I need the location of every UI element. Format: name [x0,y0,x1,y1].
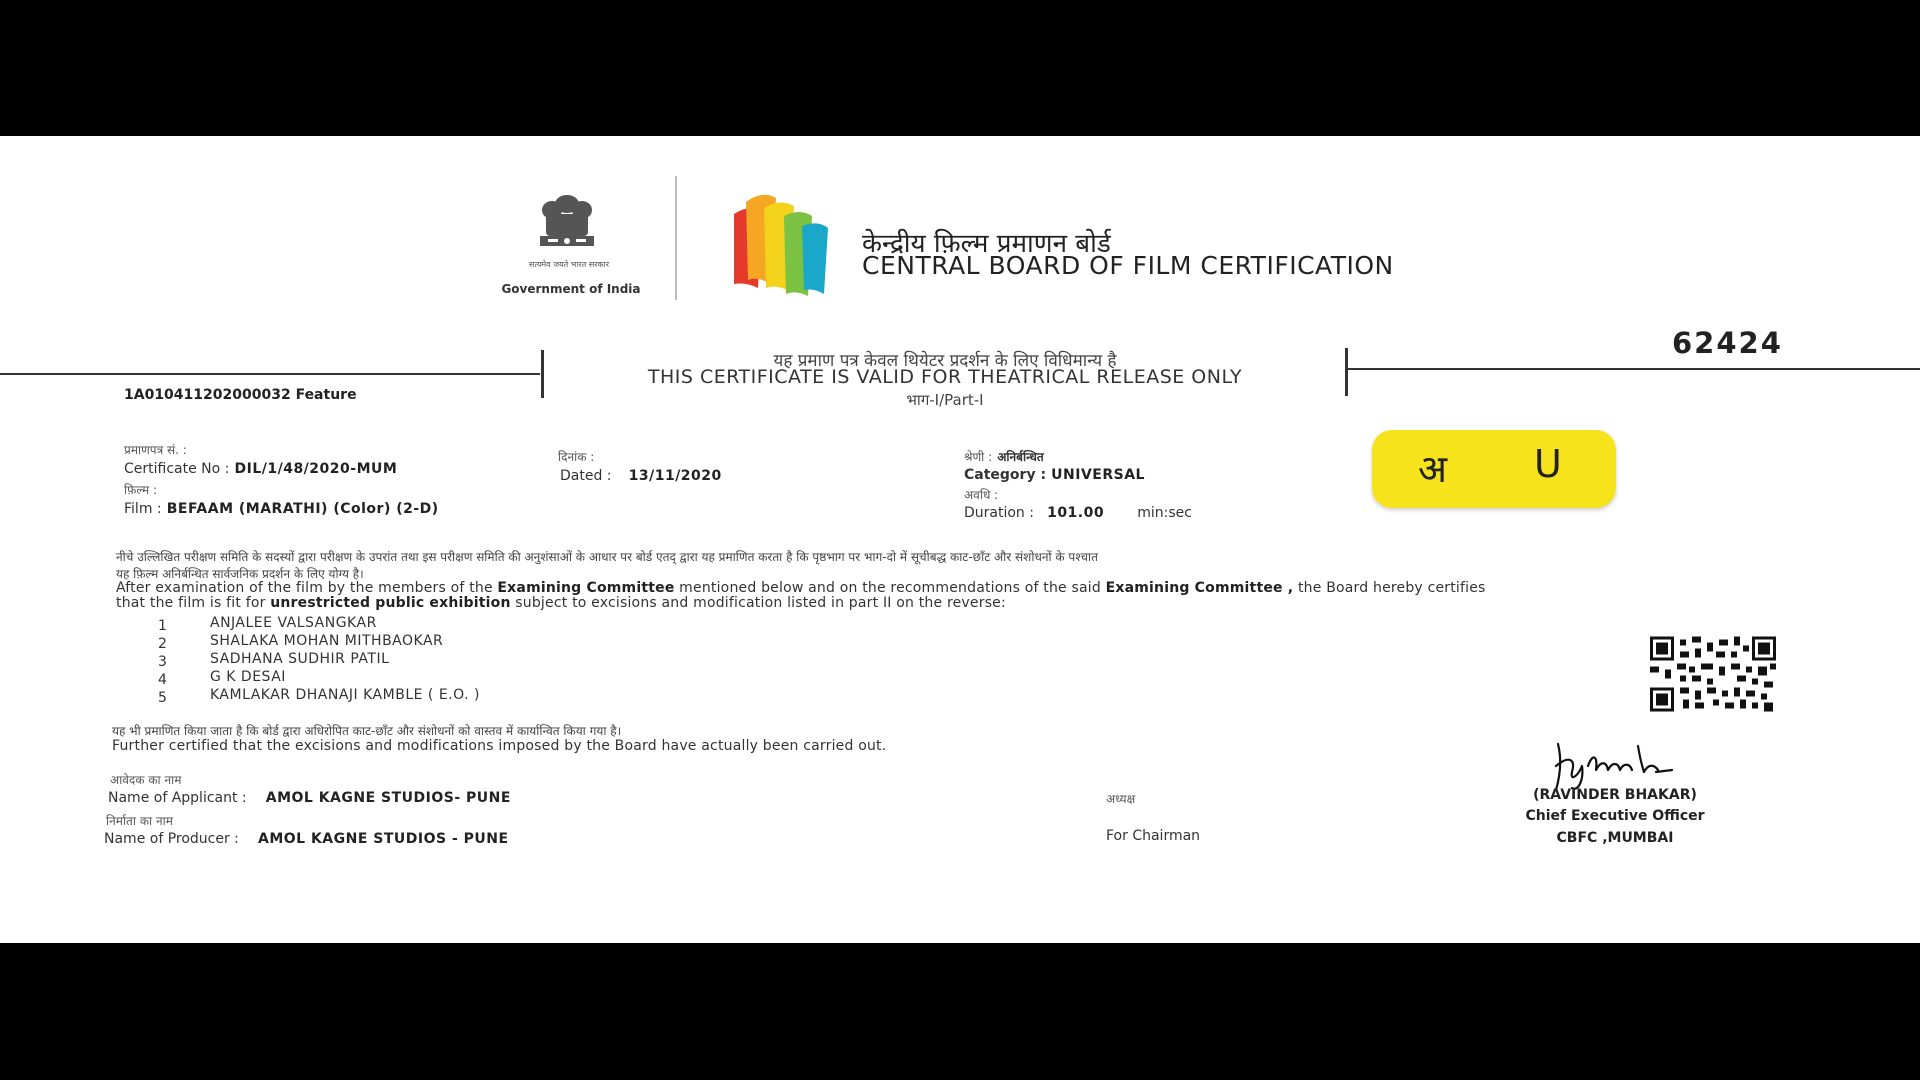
applicant-label-hindi: आवेदक का नाम [110,773,182,787]
member-number: 1 [158,618,167,634]
producer-label: Name of Producer : [104,831,239,847]
member-row [158,651,390,670]
qr-code-icon [1650,636,1776,712]
date-row [560,465,722,484]
category-label: Category : [964,467,1047,483]
category-row [964,464,1145,483]
producer-row [104,828,509,847]
member-number: 5 [158,690,167,706]
body-english-line-2: that the film is fit for unrestricted public exhibition subject to excisions and modification listed in part II on the reverse: [116,595,1006,611]
date-value: 13/11/2020 [628,468,722,484]
member-number: 2 [158,636,167,652]
applicant-row [108,787,511,806]
part-label: भाग-I/Part-I [906,391,984,409]
film-row [124,498,439,517]
date-label-hindi: दिनांक : [558,450,595,464]
right-rule [1348,368,1920,370]
category-hindi-row [964,446,1044,465]
member-name: G K DESAI [210,669,286,685]
body-hindi-line-1: नीचे उल्लिखित परीक्षण समिति के सदस्यों द्वारा परीक्षण के उपरांत तथा इस परीक्षण समिति की अनुशंसाओं के आधार पर बोर्ड एतद् द्वारा यह प्रमाणित करता है कि पृष्ठभाग पर भाग-दो में सूचीबद्ध काट-छाँट और संशोधनों के पश्चात [116,550,1098,564]
government-caption: Government of India [501,282,641,296]
member-number: 3 [158,654,167,670]
cert-no-label-hindi: प्रमाणपत्र सं. : [124,443,187,457]
signatory-office: CBFC ,MUMBAI [1556,830,1674,846]
body-english-line-1: After examination of the film by the members of the Examining Committee mentioned below and on the recommendations of the said Examining Committee , the Board hereby certifies [116,580,1486,596]
body-hindi-line-2: यह फ़िल्म अनिर्बन्धित सार्वजनिक प्रदर्शन के लिए योग्य है। [116,567,364,581]
certificate-code: 1A010411202000032 Feature [124,387,357,403]
cert-no-label: Certificate No : [124,461,230,477]
duration-label-hindi: अवधि : [964,488,999,502]
duration-unit: min:sec [1137,505,1192,521]
category-label-hindi: श्रेणी : [964,450,993,464]
member-row [158,615,377,634]
duration-row [964,502,1192,521]
duration-label: Duration : [964,505,1034,521]
rating-badge [1372,430,1616,508]
emblem-motto: सत्यमेव जयते भारत सरकार [528,260,610,269]
certificate [0,136,1920,943]
rating-english: U [1534,442,1562,486]
producer-label-hindi: निर्माता का नाम [106,814,173,828]
left-rule [0,373,540,375]
chairman-label: For Chairman [1106,828,1201,844]
chairman-label-hindi: अध्यक्ष [1106,792,1136,806]
further-hindi: यह भी प्रमाणित किया जाता है कि बोर्ड द्वारा अधिरोपित काट-छाँट और संशोधनों को वास्तव में कार्यान्वित किया गया है। [112,724,622,738]
validity-hindi: यह प्रमाण पत्र केवल थियेटर प्रदर्शन के लिए विधिमान्य है [773,351,1117,371]
national-emblem-icon [522,190,612,262]
member-row [158,687,480,706]
date-label: Dated : [560,468,612,484]
cert-no-row [124,458,397,477]
serial-number: 62424 [1672,326,1783,360]
signatory-title: Chief Executive Officer [1525,808,1705,824]
cert-no-value: DIL/1/48/2020-MUM [234,461,398,477]
film-label: Film : [124,501,162,517]
validity-english: THIS CERTIFICATE IS VALID FOR THEATRICAL RELEASE ONLY [647,366,1243,388]
header-divider [675,176,677,300]
cbfc-logo-icon [728,186,848,296]
further-english: Further certified that the excisions and modifications imposed by the Board have actually been carried out. [112,738,887,754]
member-name: KAMLAKAR DHANAJI KAMBLE ( E.O. ) [210,687,480,703]
signatory-name: (RAVINDER BHAKAR) [1533,787,1697,803]
film-value: BEFAAM (MARATHI) (Color) (2-D) [166,501,439,517]
film-label-hindi: फ़िल्म : [124,483,158,497]
member-name: ANJALEE VALSANGKAR [210,615,377,631]
board-name-english: CENTRAL BOARD OF FILM CERTIFICATION [862,251,1394,280]
applicant-value: AMOL KAGNE STUDIOS- PUNE [265,790,511,806]
member-number: 4 [158,672,167,688]
applicant-label: Name of Applicant : [108,790,247,806]
board-name-hindi: केन्द्रीय फ़िल्म प्रमाणन बोर्ड [862,229,1111,259]
member-name: SADHANA SUDHIR PATIL [210,651,390,667]
member-row [158,633,444,652]
member-name: SHALAKA MOHAN MITHBAOKAR [210,633,444,649]
duration-value: 101.00 [1047,505,1105,521]
producer-value: AMOL KAGNE STUDIOS - PUNE [258,831,509,847]
category-value: UNIVERSAL [1051,467,1145,483]
category-value-hindi: अनिर्बन्धित [997,450,1044,464]
rating-hindi: अ [1418,447,1448,491]
member-row [158,669,286,688]
